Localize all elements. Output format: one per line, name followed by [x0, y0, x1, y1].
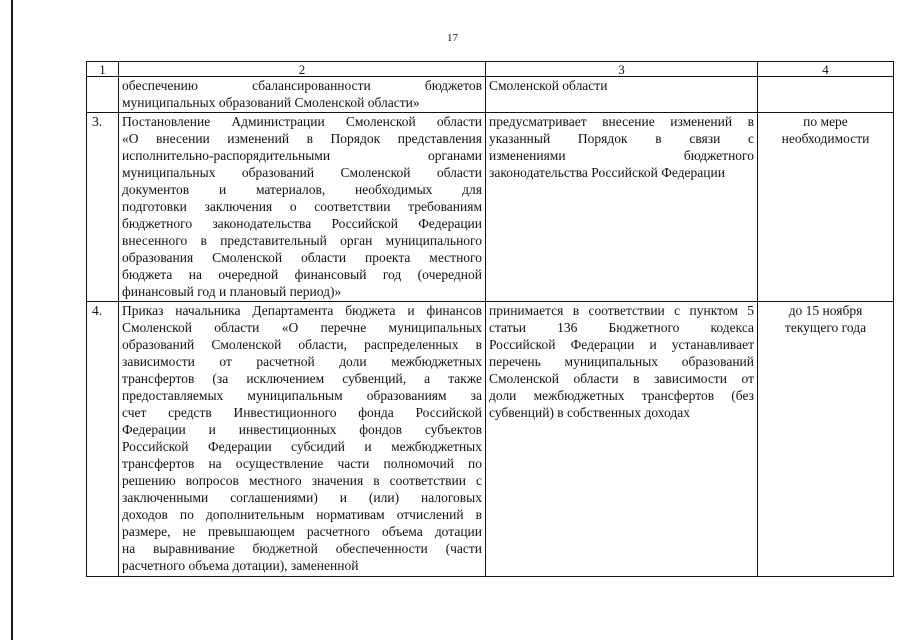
cell-text-line: заключенными соглашениями) и (или) налоговых — [122, 490, 482, 505]
description-cell — [486, 113, 758, 302]
table-row — [87, 77, 894, 113]
cell-text-line: обеспечению сбалансированности бюджетов — [122, 78, 482, 93]
cell-text-line: Смоленской области «О перечне муниципальных — [122, 320, 482, 335]
cell-text-line: текущего года — [784, 320, 867, 335]
cell-text-line: Российской Федерации субсидий и межбюджетных — [122, 439, 482, 454]
cell-text-line: подготовки заключения о соответствии требованиям — [122, 199, 482, 214]
description-cell — [486, 77, 758, 113]
cell-text-line: принимается в соответствии с пунктом 5 — [489, 303, 754, 318]
deadline-cell — [758, 77, 894, 113]
cell-text-line: Постановление Администрации Смоленской области — [122, 114, 482, 129]
cell-text-line: Смоленской области — [489, 78, 608, 93]
page-left-edge — [11, 0, 13, 640]
cell-text-line: образований Смоленской области, распределенных в — [122, 337, 482, 352]
cell-text-line: указанный Порядок в связи с — [489, 131, 754, 146]
header-col-3: 3 — [486, 62, 758, 77]
cell-text-line: расчетного объема дотации), замененной — [122, 558, 359, 573]
cell-text-line: бюджета на очередной финансовый год (очередной — [122, 267, 482, 282]
cell-text-line: документов и материалов, необходимых для — [122, 182, 482, 197]
header-col-4: 4 — [758, 62, 894, 77]
cell-text-line: Российской Федерации и устанавливает — [489, 337, 754, 352]
page-number: 17 — [447, 32, 458, 44]
row-number: 4. — [87, 302, 119, 577]
cell-text-line: статьи 136 Бюджетного кодекса — [489, 320, 754, 335]
cell-text-line: по мере — [803, 114, 848, 129]
cell-text-line: предоставляемых муниципальным образованиям за — [122, 388, 482, 403]
cell-text-line: «О внесении изменений в Порядок представления — [122, 131, 482, 146]
document-table — [86, 61, 894, 577]
row-number — [87, 77, 119, 113]
table-header-row — [87, 62, 894, 77]
cell-text-line: субвенций) в собственных доходах — [489, 405, 690, 420]
cell-text-line: Смоленской области в зависимости от — [489, 371, 754, 386]
cell-text-line: до 15 ноября — [788, 303, 863, 318]
cell-text-line: размере, не превышающем расчетного объема дотации — [122, 524, 482, 539]
cell-text-line: счет средств Инвестиционного фонда Российской — [122, 405, 482, 420]
document-title-cell — [119, 302, 486, 577]
deadline-cell — [758, 302, 894, 577]
cell-text-line: внесенного в представительный орган муниципального — [122, 233, 482, 248]
cell-text-line: образования Смоленской области проекта местного — [122, 250, 482, 265]
cell-text-line: перечень муниципальных образований — [489, 354, 754, 369]
table-row — [87, 302, 894, 577]
table-row — [87, 113, 894, 302]
cell-text-line: изменениями бюджетного — [489, 148, 754, 163]
cell-text-line: доходов по дополнительным нормативам отчислений в — [122, 507, 482, 522]
header-col-1: 1 — [87, 62, 119, 77]
cell-text-line: исполнительно-распорядительными органами — [122, 148, 482, 163]
cell-text-line: финансовый год и плановый период)» — [122, 284, 342, 299]
header-col-2: 2 — [119, 62, 486, 77]
cell-text-line: зависимости от расчетной доли межбюджетных — [122, 354, 482, 369]
cell-text-line: решению вопросов местного значения в соответствии с — [122, 473, 482, 488]
cell-text-line: законодательства Российской Федерации — [489, 165, 725, 180]
document-title-cell — [119, 113, 486, 302]
document-title-cell — [119, 77, 486, 113]
cell-text-line: доли межбюджетных трансфертов (без — [489, 388, 754, 403]
cell-text-line: Приказ начальника Департамента бюджета и финансов — [122, 303, 482, 318]
deadline-cell — [758, 113, 894, 302]
cell-text-line: на выравнивание бюджетной обеспеченности (части — [122, 541, 482, 556]
cell-text-line: бюджетного законодательства Российской Федерации — [122, 216, 482, 231]
description-cell — [486, 302, 758, 577]
cell-text-line: предусматривает внесение изменений в — [489, 114, 754, 129]
cell-text-line: трансфертов на осуществление части полномочий по — [122, 456, 482, 471]
row-number: 3. — [87, 113, 119, 302]
cell-text-line: необходимости — [781, 131, 870, 146]
cell-text-line: Федерации и инвестиционных фондов субъектов — [122, 422, 482, 437]
cell-text-line: трансфертов (за исключением субвенций, а также — [122, 371, 482, 386]
cell-text-line: муниципальных образований Смоленской области — [122, 165, 482, 180]
cell-text-line: муниципальных образований Смоленской области» — [122, 95, 420, 110]
